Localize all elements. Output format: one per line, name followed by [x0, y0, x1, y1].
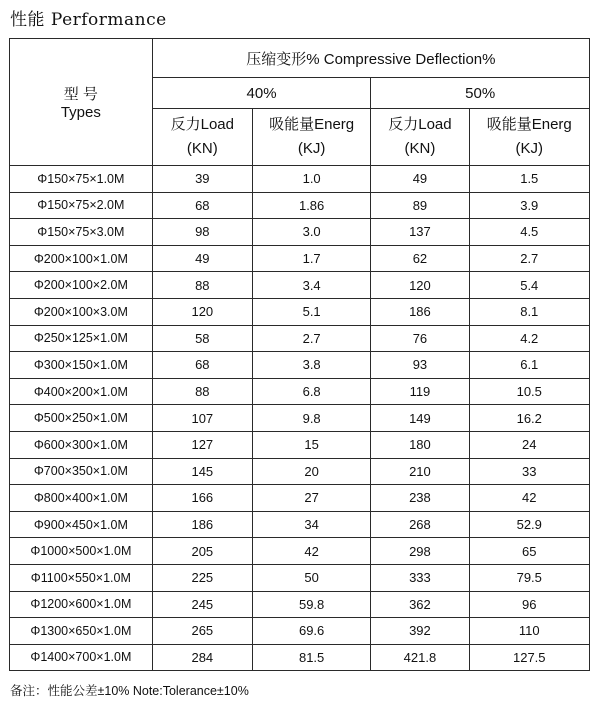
table-row — [10, 511, 590, 538]
type-cell: Φ250×125×1.0M — [10, 325, 153, 352]
energy-50-cell: 4.2 — [469, 325, 589, 352]
load-50-header — [371, 109, 469, 166]
energy-40-cell: 81.5 — [252, 644, 370, 671]
table-row — [10, 591, 590, 618]
load-label: 反力Load — [170, 116, 234, 133]
load-40-cell: 186 — [152, 511, 252, 538]
page-title: 性能 Performance — [10, 10, 167, 30]
load-label: 反力Load — [388, 116, 452, 133]
energy-40-cell: 3.8 — [252, 352, 370, 379]
energy-50-cell: 8.1 — [469, 298, 589, 325]
table-row — [10, 219, 590, 246]
type-cell: Φ1200×600×1.0M — [10, 591, 153, 618]
table-row — [10, 245, 590, 272]
load-50-cell: 238 — [371, 485, 469, 512]
energy-40-cell: 20 — [252, 458, 370, 485]
load-50-cell: 149 — [371, 405, 469, 432]
load-40-cell: 127 — [152, 431, 252, 458]
load-50-cell: 49 — [371, 166, 469, 193]
energy-40-cell: 5.1 — [252, 298, 370, 325]
deflection-40-header: 40% — [152, 78, 371, 109]
energy-50-cell: 5.4 — [469, 272, 589, 299]
deflection-50-header: 50% — [371, 78, 590, 109]
load-40-cell: 88 — [152, 272, 252, 299]
energy-40-cell: 50 — [252, 564, 370, 591]
table-row — [10, 644, 590, 671]
table-row — [10, 564, 590, 591]
table-row — [10, 405, 590, 432]
load-50-cell: 89 — [371, 192, 469, 219]
load-50-cell: 76 — [371, 325, 469, 352]
type-cell: Φ500×250×1.0M — [10, 405, 153, 432]
load-unit: (KN) — [404, 140, 436, 157]
load-50-cell: 362 — [371, 591, 469, 618]
energy-50-cell: 10.5 — [469, 378, 589, 405]
tolerance-note: 备注：性能公差±10% Note:Tolerance±10% — [10, 684, 249, 698]
energy-50-cell: 127.5 — [469, 644, 589, 671]
energy-50-cell: 33 — [469, 458, 589, 485]
load-40-cell: 205 — [152, 538, 252, 565]
energy-40-cell: 9.8 — [252, 405, 370, 432]
energy-50-cell: 6.1 — [469, 352, 589, 379]
table-row — [10, 192, 590, 219]
load-40-cell: 88 — [152, 378, 252, 405]
energy-40-header — [252, 109, 370, 166]
load-40-cell: 39 — [152, 166, 252, 193]
deflection-group-header: 压缩变形% Compressive Deflection% — [152, 39, 589, 78]
type-cell: Φ1000×500×1.0M — [10, 538, 153, 565]
type-cell: Φ150×75×3.0M — [10, 219, 153, 246]
energy-40-cell: 1.0 — [252, 166, 370, 193]
type-cell: Φ200×100×1.0M — [10, 245, 153, 272]
load-50-cell: 333 — [371, 564, 469, 591]
energy-40-cell: 42 — [252, 538, 370, 565]
energy-40-cell: 6.8 — [252, 378, 370, 405]
load-50-cell: 62 — [371, 245, 469, 272]
energy-50-cell: 52.9 — [469, 511, 589, 538]
type-cell: Φ150×75×2.0M — [10, 192, 153, 219]
energy-label: 吸能量Energ — [269, 116, 355, 133]
energy-40-cell: 69.6 — [252, 618, 370, 645]
energy-50-cell: 2.7 — [469, 245, 589, 272]
table-body — [10, 166, 590, 671]
energy-50-cell: 24 — [469, 431, 589, 458]
energy-50-cell: 1.5 — [469, 166, 589, 193]
energy-50-header — [469, 109, 589, 166]
energy-40-cell: 15 — [252, 431, 370, 458]
load-50-cell: 180 — [371, 431, 469, 458]
table-row — [10, 538, 590, 565]
table-row — [10, 618, 590, 645]
load-40-cell: 107 — [152, 405, 252, 432]
table-row — [10, 272, 590, 299]
energy-40-cell: 3.4 — [252, 272, 370, 299]
type-cell: Φ600×300×1.0M — [10, 431, 153, 458]
table-row — [10, 166, 590, 193]
energy-40-cell: 1.7 — [252, 245, 370, 272]
energy-label: 吸能量Energ — [486, 116, 572, 133]
energy-40-cell: 3.0 — [252, 219, 370, 246]
types-header-cn: 型 号 — [63, 86, 98, 103]
load-50-cell: 119 — [371, 378, 469, 405]
load-40-header — [152, 109, 252, 166]
energy-50-cell: 3.9 — [469, 192, 589, 219]
load-40-cell: 284 — [152, 644, 252, 671]
load-50-cell: 120 — [371, 272, 469, 299]
table-row — [10, 298, 590, 325]
load-40-cell: 68 — [152, 192, 252, 219]
load-40-cell: 120 — [152, 298, 252, 325]
type-cell: Φ1100×550×1.0M — [10, 564, 153, 591]
energy-50-cell: 96 — [469, 591, 589, 618]
load-40-cell: 225 — [152, 564, 252, 591]
load-unit: (KN) — [186, 140, 218, 157]
energy-40-cell: 27 — [252, 485, 370, 512]
type-cell: Φ400×200×1.0M — [10, 378, 153, 405]
table-row — [10, 458, 590, 485]
types-header-en: Types — [60, 104, 101, 121]
energy-50-cell: 16.2 — [469, 405, 589, 432]
load-50-cell: 210 — [371, 458, 469, 485]
load-50-cell: 298 — [371, 538, 469, 565]
load-40-cell: 98 — [152, 219, 252, 246]
type-cell: Φ200×100×2.0M — [10, 272, 153, 299]
type-cell: Φ700×350×1.0M — [10, 458, 153, 485]
load-50-cell: 421.8 — [371, 644, 469, 671]
energy-50-cell: 65 — [469, 538, 589, 565]
energy-40-cell: 2.7 — [252, 325, 370, 352]
energy-40-cell: 1.86 — [252, 192, 370, 219]
energy-40-cell: 59.8 — [252, 591, 370, 618]
load-50-cell: 268 — [371, 511, 469, 538]
energy-unit: (KJ) — [297, 140, 326, 157]
energy-40-cell: 34 — [252, 511, 370, 538]
energy-50-cell: 42 — [469, 485, 589, 512]
type-cell: Φ200×100×3.0M — [10, 298, 153, 325]
load-40-cell: 58 — [152, 325, 252, 352]
load-40-cell: 68 — [152, 352, 252, 379]
type-cell: Φ1400×700×1.0M — [10, 644, 153, 671]
load-50-cell: 186 — [371, 298, 469, 325]
type-cell: Φ1300×650×1.0M — [10, 618, 153, 645]
load-40-cell: 265 — [152, 618, 252, 645]
energy-50-cell: 79.5 — [469, 564, 589, 591]
energy-50-cell: 110 — [469, 618, 589, 645]
table-row — [10, 485, 590, 512]
load-40-cell: 49 — [152, 245, 252, 272]
load-40-cell: 145 — [152, 458, 252, 485]
table-row — [10, 352, 590, 379]
load-40-cell: 166 — [152, 485, 252, 512]
type-cell: Φ800×400×1.0M — [10, 485, 153, 512]
energy-unit: (KJ) — [515, 140, 543, 157]
type-cell: Φ900×450×1.0M — [10, 511, 153, 538]
load-40-cell: 245 — [152, 591, 252, 618]
type-cell: Φ300×150×1.0M — [10, 352, 153, 379]
load-50-cell: 392 — [371, 618, 469, 645]
types-header — [10, 39, 153, 166]
type-cell: Φ150×75×1.0M — [10, 166, 153, 193]
performance-table — [9, 38, 590, 671]
energy-50-cell: 4.5 — [469, 219, 589, 246]
table-row — [10, 378, 590, 405]
load-50-cell: 137 — [371, 219, 469, 246]
table-row — [10, 325, 590, 352]
table-row — [10, 431, 590, 458]
load-50-cell: 93 — [371, 352, 469, 379]
